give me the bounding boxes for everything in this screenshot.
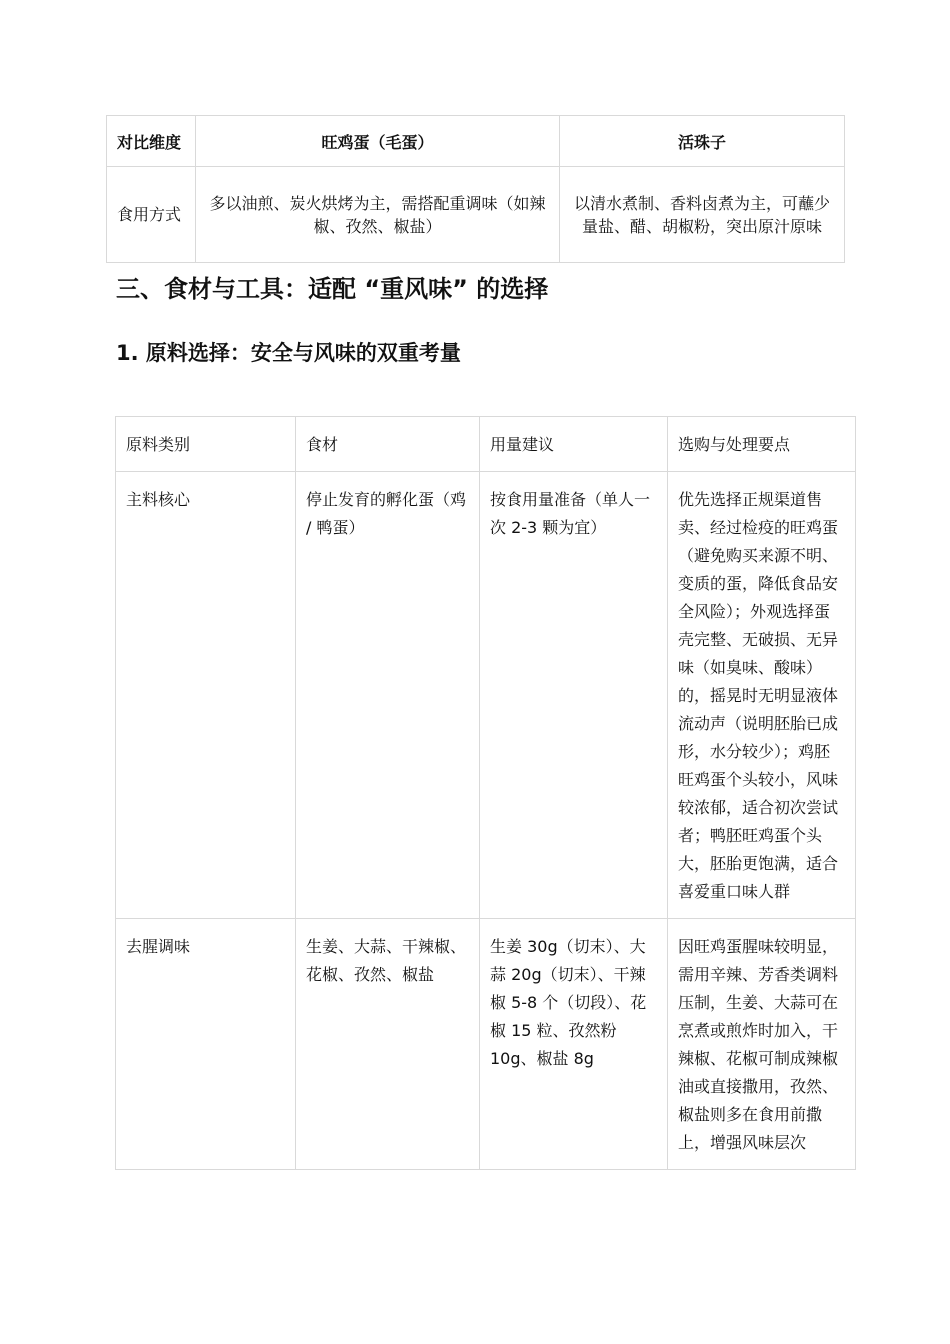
section-title: 三、食材与工具：适配 “重风味” 的选择 bbox=[116, 275, 549, 303]
cell-ingredient: 生姜、大蒜、干辣椒、花椒、孜然、椒盐 bbox=[296, 919, 480, 1170]
cell-category: 去腥调味 bbox=[116, 919, 296, 1170]
cell-amount: 生姜 30g（切末）、大蒜 20g（切末）、干辣椒 5-8 个（切段）、花椒 15 粒、孜然粉 10g、椒盐 8g bbox=[480, 919, 668, 1170]
materials-table bbox=[115, 416, 856, 1170]
cell-dimension: 食用方式 bbox=[107, 167, 196, 263]
cell-ingredient: 停止发育的孵化蛋（鸡 / 鸭蛋） bbox=[296, 472, 480, 919]
cell-wangjidan: 多以油煎、炭火烘烤为主，需搭配重调味（如辣椒、孜然、椒盐） bbox=[196, 167, 560, 263]
subsection-title: 1. 原料选择：安全与风味的双重考量 bbox=[116, 341, 461, 365]
materials-table-header-row bbox=[116, 417, 856, 472]
comparison-table bbox=[106, 115, 845, 263]
cell-tips: 因旺鸡蛋腥味较明显，需用辛辣、芳香类调料压制，生姜、大蒜可在烹煮或煎炸时加入，干辣椒、花椒可制成辣椒油或直接撒用，孜然、椒盐则多在食用前撒上，增强风味层次 bbox=[668, 919, 856, 1170]
column-header-tips: 选购与处理要点 bbox=[668, 417, 856, 472]
column-header-huozhuzi: 活珠子 bbox=[560, 116, 845, 167]
column-header-dimension: 对比维度 bbox=[107, 116, 196, 167]
table-row bbox=[107, 167, 845, 263]
column-header-ingredient: 食材 bbox=[296, 417, 480, 472]
cell-amount: 按食用量准备（单人一次 2-3 颗为宜） bbox=[480, 472, 668, 919]
table-row bbox=[116, 472, 856, 919]
table-row bbox=[116, 919, 856, 1170]
comparison-table-header-row bbox=[107, 116, 845, 167]
cell-category: 主料核心 bbox=[116, 472, 296, 919]
cell-huozhuzi: 以清水煮制、香料卤煮为主，可蘸少量盐、醋、胡椒粉，突出原汁原味 bbox=[560, 167, 845, 263]
cell-tips: 优先选择正规渠道售卖、经过检疫的旺鸡蛋（避免购买来源不明、变质的蛋，降低食品安全风险）；外观选择蛋壳完整、无破损、无异味（如臭味、酸味）的，摇晃时无明显液体流动声（说明胚胎已成形，水分较少）；鸡胚旺鸡蛋个头较小，风味较浓郁，适合初次尝试者；鸭胚旺鸡蛋个头大，胚胎更饱满，适合喜爱重口味人群 bbox=[668, 472, 856, 919]
column-header-wangjidan: 旺鸡蛋（毛蛋） bbox=[196, 116, 560, 167]
column-header-category: 原料类别 bbox=[116, 417, 296, 472]
column-header-amount: 用量建议 bbox=[480, 417, 668, 472]
